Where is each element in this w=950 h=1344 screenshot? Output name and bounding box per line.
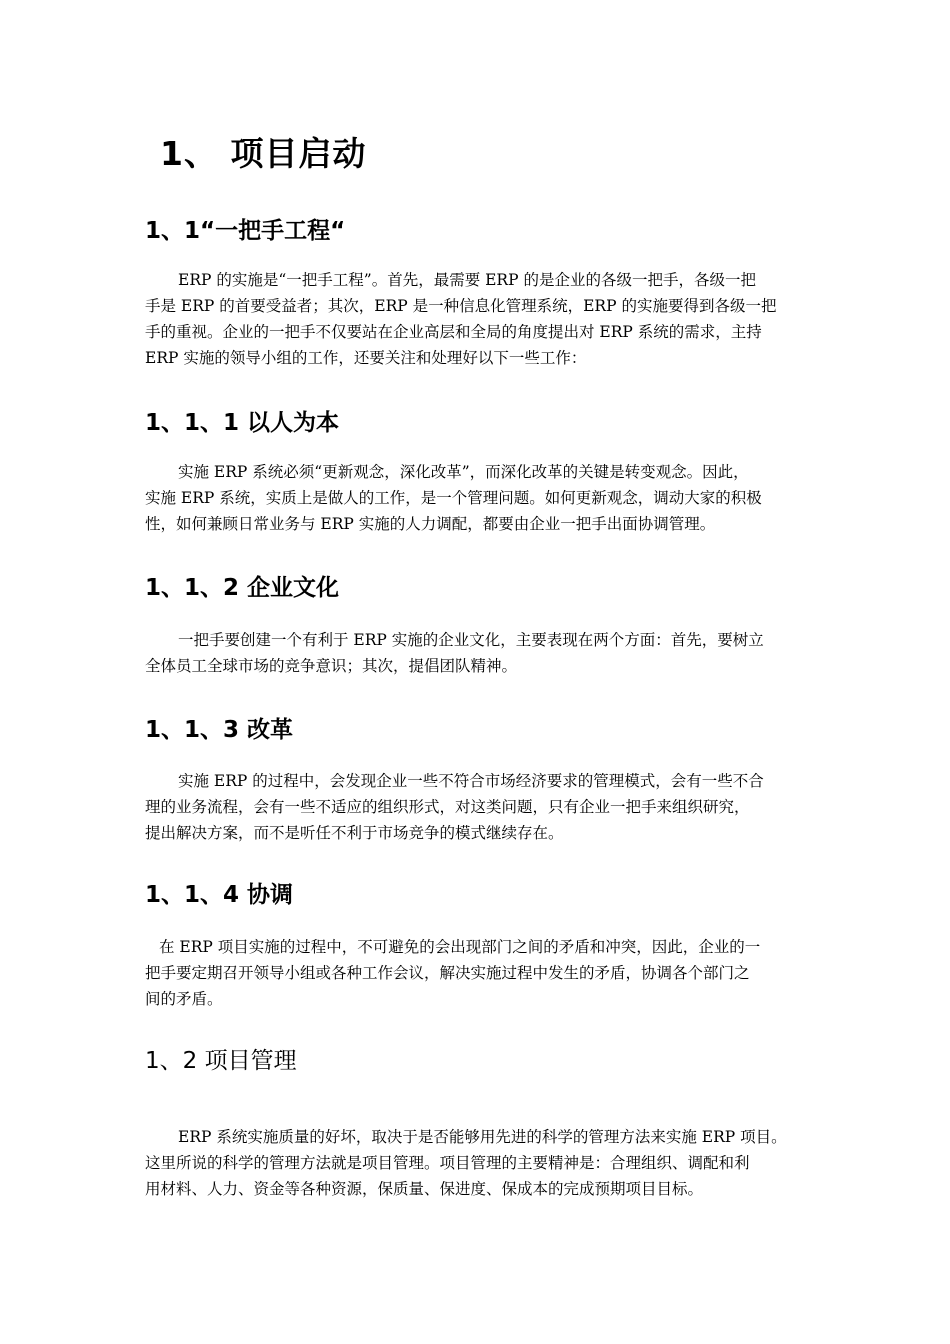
section-heading-1-1-3: 1、1、3 改革 [145, 717, 294, 743]
paragraph-line: 实施 ERP 的过程中，会发现企业一些不符合市场经济要求的管理模式，会有一些不合 [178, 772, 764, 790]
page-title: 1、 项目启动 [160, 134, 367, 173]
section-heading-1-1: 1、1“一把手工程“ [145, 218, 346, 244]
paragraph-line: 提出解决方案，而不是听任不利于市场竞争的模式继续存在。 [145, 824, 564, 842]
paragraph-line: 把手要定期召开领导小组或各种工作会议，解决实施过程中发生的矛盾，协调各个部门之 [145, 964, 750, 982]
section-heading-1-1-1: 1、1、1 以人为本 [145, 410, 340, 436]
paragraph-line: ERP 实施的领导小组的工作，还要关注和处理好以下一些工作： [145, 349, 587, 367]
paragraph-line: 一把手要创建一个有利于 ERP 实施的企业文化，主要表现在两个方面：首先，要树立 [178, 631, 764, 649]
section-1-1-1-paragraph [145, 459, 815, 537]
section-1-2-paragraph [145, 1124, 815, 1202]
paragraph-line: 理的业务流程，会有一些不适应的组织形式，对这类问题，只有企业一把手来组织研究， [145, 798, 750, 816]
section-1-1-paragraph [145, 267, 815, 371]
paragraph-line: 在 ERP 项目实施的过程中，不可避免的会出现部门之间的矛盾和冲突，因此，企业的一 [159, 938, 761, 956]
paragraph-line: 实施 ERP 系统，实质上是做人的工作，是一个管理问题。如何更新观念，调动大家的积极 [145, 489, 762, 507]
paragraph-line: 这里所说的科学的管理方法就是项目管理。项目管理的主要精神是：合理组织、调配和利 [145, 1154, 750, 1172]
paragraph-line: 手是 ERP 的首要受益者；其次，ERP 是一种信息化管理系统，ERP 的实施要得到各级一把 [145, 297, 777, 315]
paragraph-line: 性，如何兼顾日常业务与 ERP 实施的人力调配，都要由企业一把手出面协调管理。 [145, 515, 716, 533]
paragraph-line: 用材料、人力、资金等各种资源，保质量、保进度、保成本的完成预期项目目标。 [145, 1180, 704, 1198]
section-heading-1-1-2: 1、1、2 企业文化 [145, 575, 340, 601]
paragraph-line: 实施 ERP 系统必须“更新观念，深化改革”，而深化改革的关键是转变观念。因此， [178, 463, 749, 481]
paragraph-line: 全体员工全球市场的竞争意识；其次，提倡团队精神。 [145, 657, 518, 675]
paragraph-line: ERP 的实施是“一把手工程”。首先，最需要 ERP 的是企业的各级一把手，各级一把 [178, 271, 756, 289]
section-heading-1-1-4: 1、1、4 协调 [145, 882, 294, 908]
section-heading-1-2: 1、2 项目管理 [145, 1048, 297, 1074]
paragraph-line: 间的矛盾。 [145, 990, 223, 1008]
section-1-1-4-paragraph [145, 934, 815, 1012]
section-1-1-2-paragraph [145, 627, 815, 679]
paragraph-line: 手的重视。企业的一把手不仅要站在企业高层和全局的角度提出对 ERP 系统的需求，主持 [145, 323, 762, 341]
section-1-1-3-paragraph [145, 768, 815, 846]
paragraph-line: ERP 系统实施质量的好坏，取决于是否能够用先进的科学的管理方法来实施 ERP 项目。 [178, 1128, 787, 1146]
